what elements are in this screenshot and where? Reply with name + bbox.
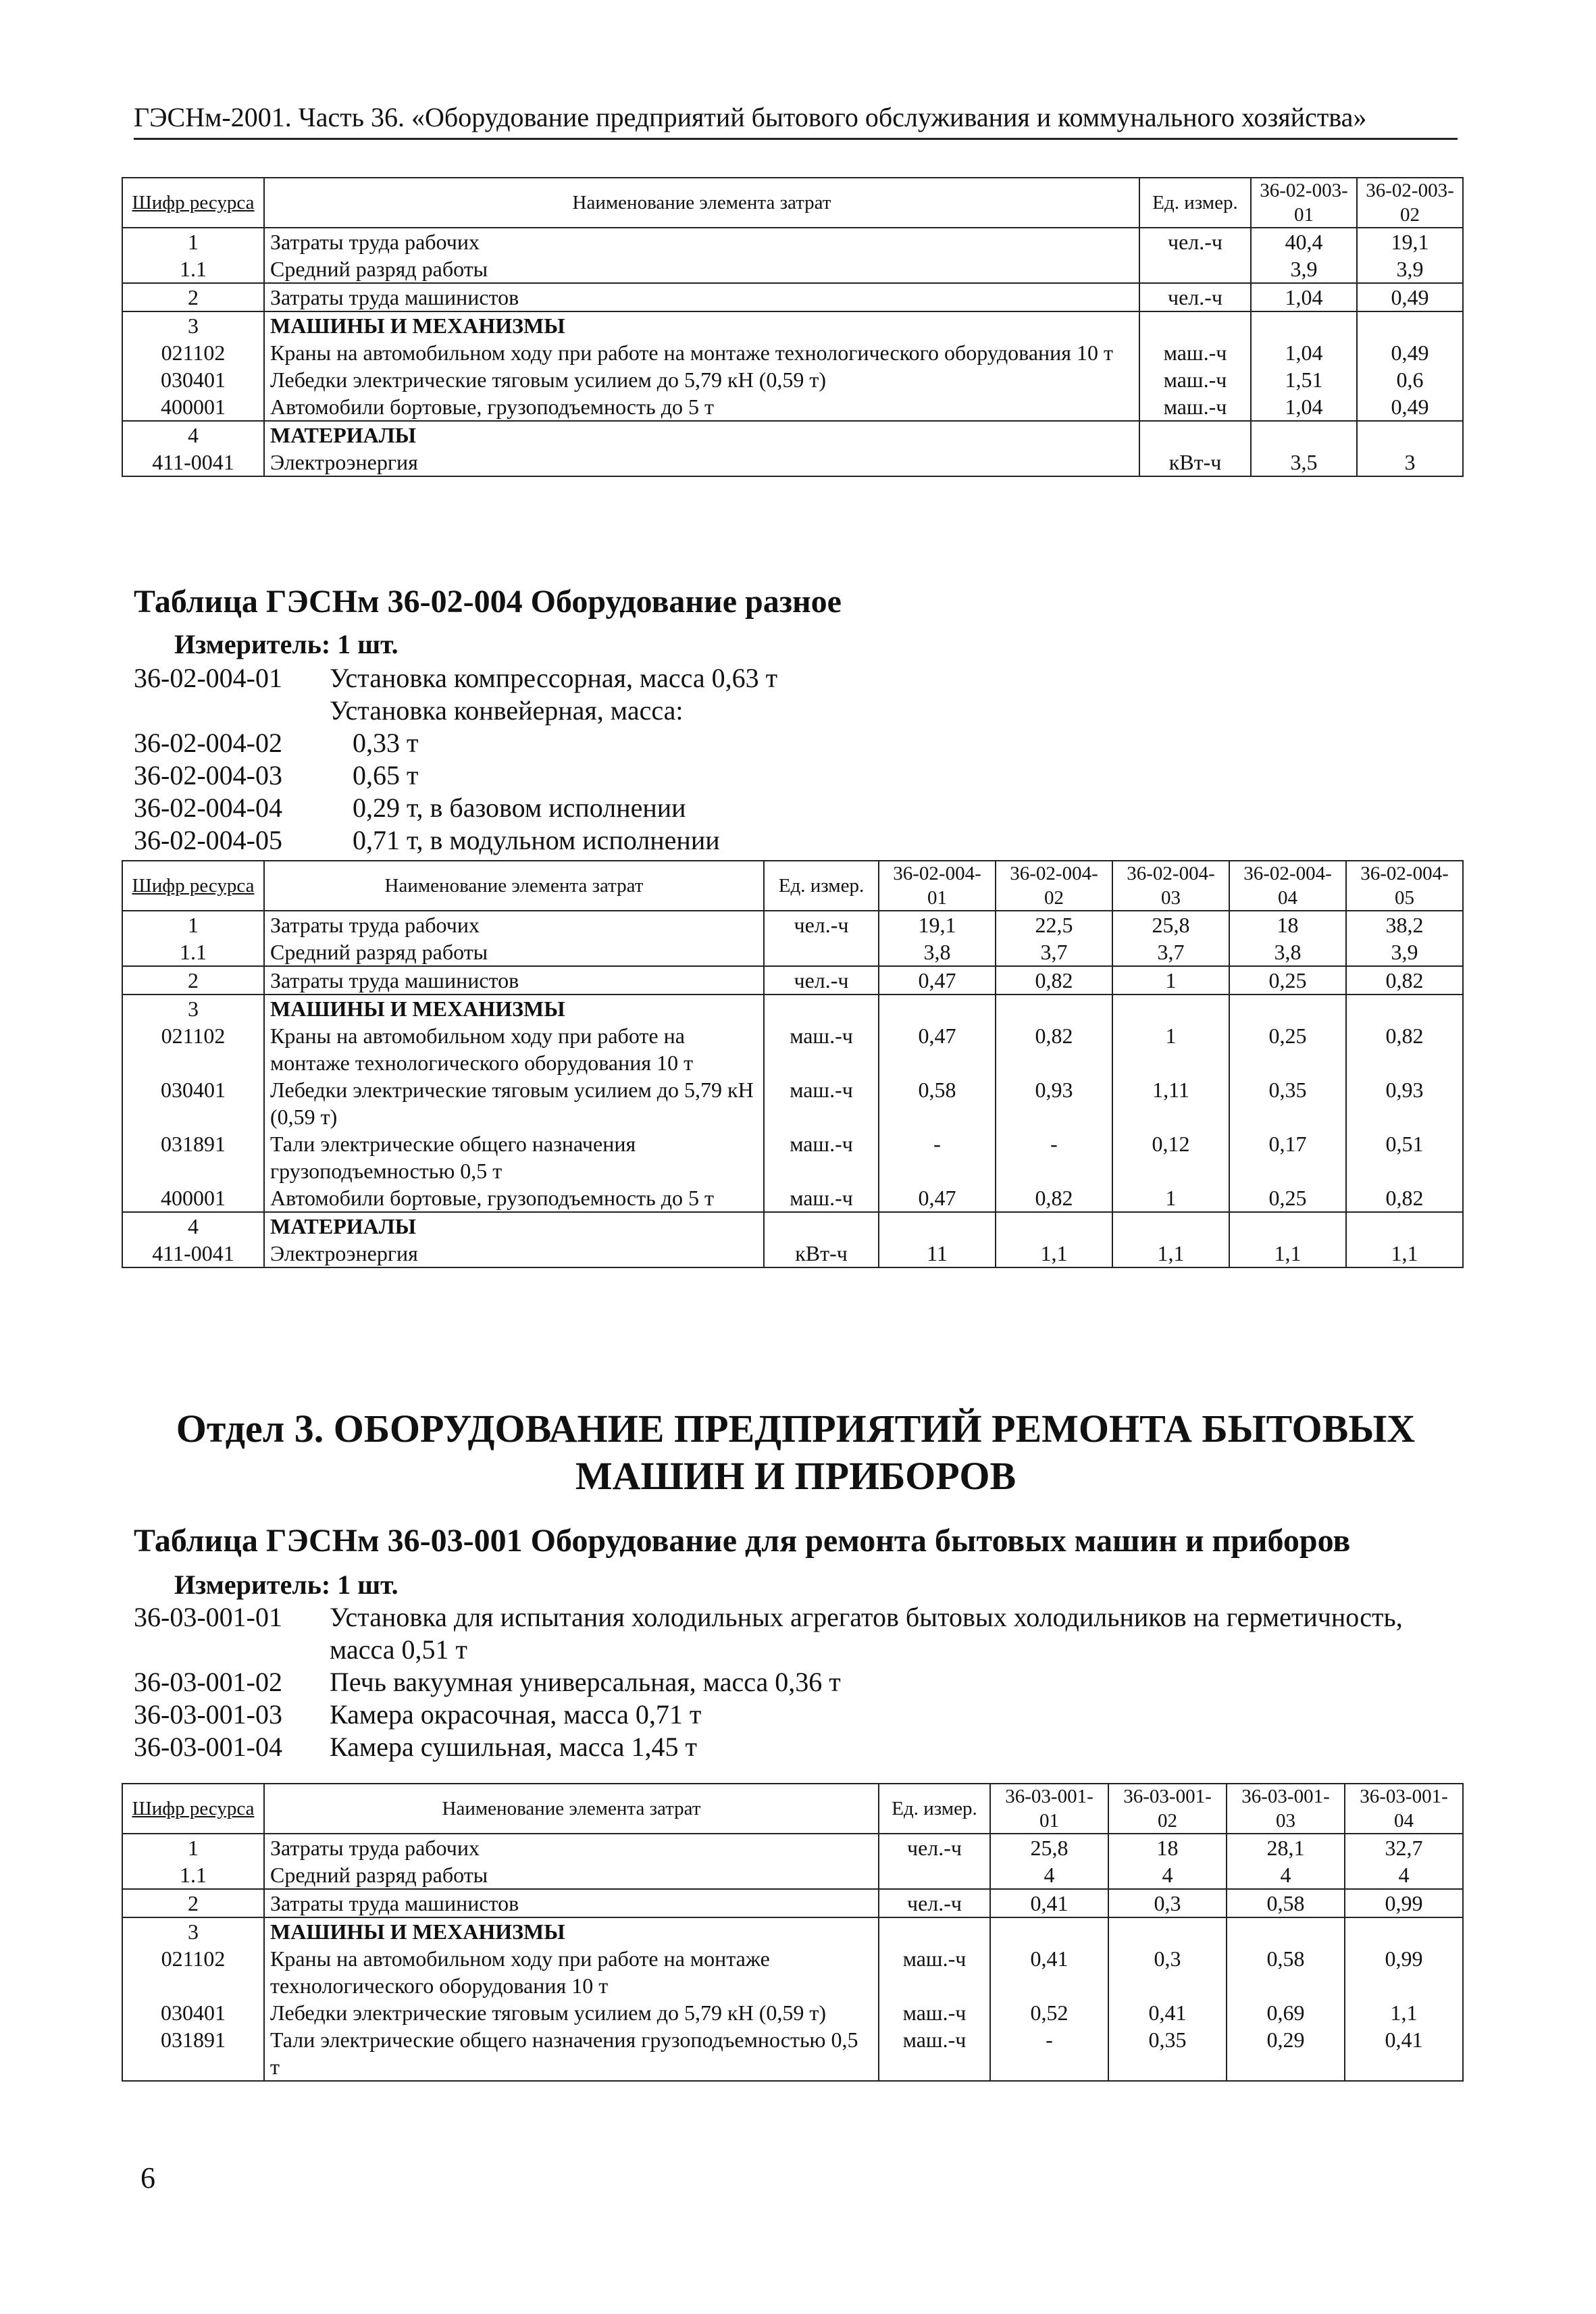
resource-code: 400001 [122,393,264,421]
value-cell: 18 [1229,911,1346,938]
value-cell: 3,8 [879,938,996,966]
value-cell [1229,995,1346,1022]
resource-code: 1 [122,228,264,255]
group-heading: МАТЕРИАЛЫ [264,421,1139,449]
value-cell: 19,1 [1357,228,1463,255]
value-cell: 3,9 [1251,255,1357,283]
value-cell [1227,1917,1345,1945]
value-cell: 0,3 [1108,1889,1227,1917]
value-cell: 0,82 [1346,1022,1463,1076]
table-title-36-02-004: Таблица ГЭСНм 36-02-004 Оборудование разное [134,584,842,620]
unit [879,1861,990,1889]
cost-element-name: Тали электрические общего назначения грузоподъемностью 0,5 т [264,2026,879,2081]
value-cell: 3,7 [1112,938,1229,966]
value-cell: 25,8 [1112,911,1229,938]
list-item [134,1666,1458,1699]
group-heading: МАШИНЫ И МЕХАНИЗМЫ [264,995,764,1022]
value-cell: 1 [1112,966,1229,995]
value-cell: 0,52 [990,1999,1108,2026]
value-cell: 0,69 [1227,1999,1345,2026]
unit: маш.-ч [764,1130,879,1184]
value-cell: - [879,1130,996,1184]
value-cell: 0,6 [1357,366,1463,393]
item-code: 36-03-001-01 [134,1602,282,1632]
table-header-row [122,178,1463,228]
cost-element-name: Краны на автомобильном ходу при работе на монтаже технологического оборудования 10 т [264,339,1139,366]
unit [764,1212,879,1240]
table-row [122,255,1463,283]
column-header: 36-03-001-04 [1345,1784,1463,1834]
value-cell [996,1212,1112,1240]
value-cell: 4 [990,1861,1108,1889]
table-row [122,1076,1463,1130]
item-description: Камера сушильная, масса 1,45 т [330,1732,697,1762]
resource-code: 021102 [122,1945,264,1999]
value-cell: 32,7 [1345,1834,1463,1861]
item-description: 0,29 т, в базовом исполнении [353,793,686,823]
value-cell: 1 [1112,1184,1229,1212]
cost-element-name: Затраты труда рабочих [264,911,764,938]
column-header: 36-02-004-02 [996,861,1112,911]
cost-element-name: Средний разряд работы [264,1861,879,1889]
unit: чел.-ч [879,1834,990,1861]
item-description: 0,65 т [353,760,419,790]
unit: маш.-ч [764,1022,879,1076]
unit: чел.-ч [764,911,879,938]
value-cell: 0,93 [996,1076,1112,1130]
value-cell: 0,49 [1357,283,1463,311]
resource-code: 2 [122,966,264,995]
cost-element-name: Автомобили бортовые, грузоподъемность до 5 т [264,1184,764,1212]
resource-code: 021102 [122,339,264,366]
resource-code: 3 [122,995,264,1022]
value-cell: 3,9 [1346,938,1463,966]
column-header: Ед. измер. [764,861,879,911]
table-row [122,911,1463,938]
unit [1139,421,1251,449]
cost-element-name: Тали электрические общего назначения грузоподъемностью 0,5 т [264,1130,764,1184]
value-cell: 1 [1112,1022,1229,1076]
table-row [122,2026,1463,2081]
item-description: Установка для испытания холодильных агрегатов бытовых холодильников на герметичность, масса 0,51 т [330,1602,1403,1665]
value-cell [1108,1917,1227,1945]
table-row [122,1917,1463,1945]
value-cell [990,1917,1108,1945]
running-header: ГЭСНм-2001. Часть 36. «Оборудование предприятий бытового обслуживания и коммунального хозяйства» [134,101,1458,140]
value-cell: 4 [1227,1861,1345,1889]
value-cell: 0,93 [1346,1076,1463,1130]
value-cell: 19,1 [879,911,996,938]
value-cell: 3,9 [1357,255,1463,283]
resource-code: 411-0041 [122,1240,264,1267]
table-row [122,421,1463,449]
resource-code: 1.1 [122,255,264,283]
value-cell: 0,82 [1346,1184,1463,1212]
value-cell [1357,311,1463,339]
value-cell: 1,04 [1251,283,1357,311]
value-cell [879,995,996,1022]
value-cell: 0,35 [1229,1076,1346,1130]
value-cell: 0,41 [1108,1999,1227,2026]
meter-label: Измеритель: 1 шт. [174,629,398,659]
value-cell: 0,58 [1227,1889,1345,1917]
item-code: 36-02-004-05 [134,825,282,855]
resource-code: 021102 [122,1022,264,1076]
resource-code: 4 [122,1212,264,1240]
value-cell: 0,41 [990,1945,1108,1999]
item-code: 36-02-004-01 [134,663,282,693]
resource-code: 030401 [122,1076,264,1130]
unit [1139,311,1251,339]
group-heading: МАШИНЫ И МЕХАНИЗМЫ [264,1917,879,1945]
value-cell: 3,7 [996,938,1112,966]
item-description: Камера окрасочная, масса 0,71 т [330,1699,702,1730]
value-cell [1346,995,1463,1022]
table-row [122,1945,1463,1999]
value-cell: 18 [1108,1834,1227,1861]
division-title: Отдел 3. ОБОРУДОВАНИЕ ПРЕДПРИЯТИЙ РЕМОНТА БЫТОВЫХ МАШИН И ПРИБОРОВ [176,1407,1416,1498]
value-cell [1251,421,1357,449]
value-cell: 0,25 [1229,966,1346,995]
value-cell: 22,5 [996,911,1112,938]
table-row [122,1240,1463,1267]
list-item [134,1731,1458,1763]
resource-code: 2 [122,1889,264,1917]
table-row [122,311,1463,339]
resource-code: 1 [122,911,264,938]
table-row [122,1184,1463,1212]
value-cell: 0,49 [1357,393,1463,421]
value-cell: 4 [1108,1861,1227,1889]
resource-code: 3 [122,311,264,339]
column-header: 36-02-003-01 [1251,178,1357,228]
unit: маш.-ч [879,1999,990,2026]
table-row [122,1861,1463,1889]
column-header: Наименование элемента затрат [264,178,1139,228]
item-code: 36-02-004-04 [134,793,282,823]
value-cell [1112,1212,1229,1240]
value-cell: 0,99 [1345,1889,1463,1917]
meter-label: Измеритель: 1 шт. [174,1569,398,1600]
column-header: 36-03-001-01 [990,1784,1108,1834]
value-cell: 1,1 [1112,1240,1229,1267]
value-cell: 0,58 [1227,1945,1345,1999]
value-cell: 0,35 [1108,2026,1227,2081]
column-header: 36-02-004-04 [1229,861,1346,911]
unit: чел.-ч [1139,228,1251,255]
column-header: Наименование элемента затрат [264,1784,879,1834]
table-row [122,1999,1463,2026]
value-cell: 11 [879,1240,996,1267]
unit [764,938,879,966]
column-header: Шифр ресурса [122,1784,264,1834]
list-item [134,695,1282,727]
table-row [122,1889,1463,1917]
unit [1139,255,1251,283]
table-header-row [122,861,1463,911]
item-code: 36-02-004-02 [134,728,282,758]
cost-element-name: Электроэнергия [264,449,1139,476]
item-code: 36-03-001-03 [134,1699,282,1730]
column-header: Ед. измер. [1139,178,1251,228]
value-cell: 3 [1357,449,1463,476]
table-row [122,995,1463,1022]
value-cell: 1,1 [1345,1999,1463,2026]
column-header: 36-02-004-05 [1346,861,1463,911]
column-header: 36-02-003-02 [1357,178,1463,228]
table-row [122,228,1463,255]
list-item [134,759,1282,792]
table-row [122,966,1463,995]
group-heading: МАТЕРИАЛЫ [264,1212,764,1240]
unit: чел.-ч [879,1889,990,1917]
value-cell: 0,47 [879,966,996,995]
table-row [122,339,1463,366]
column-header: Шифр ресурса [122,178,264,228]
item-code [134,695,330,727]
resource-table-36-02-004 [122,860,1464,1268]
value-cell: 0,99 [1345,1945,1463,1999]
column-header: 36-02-004-01 [879,861,996,911]
value-cell: 0,41 [1345,2026,1463,2081]
value-cell: 40,4 [1251,228,1357,255]
resource-code: 2 [122,283,264,311]
value-cell [1346,1212,1463,1240]
value-cell [879,1212,996,1240]
value-cell: 4 [1345,1861,1463,1889]
table-row [122,1212,1463,1240]
value-cell: 28,1 [1227,1834,1345,1861]
cost-element-name: Автомобили бортовые, грузоподъемность до 5 т [264,393,1139,421]
list-item [134,1699,1458,1731]
column-header: 36-03-001-02 [1108,1784,1227,1834]
cost-element-name: Затраты труда машинистов [264,1889,879,1917]
table-title-36-03-001: Таблица ГЭСНм 36-03-001 Оборудование для ремонта бытовых машин и приборов [134,1523,1351,1559]
cost-element-name: Краны на автомобильном ходу при работе на монтаже технологического оборудования 10 т [264,1945,879,1999]
item-description: 0,33 т [353,728,419,758]
resource-code: 1 [122,1834,264,1861]
unit: маш.-ч [879,2026,990,2081]
resource-code: 411-0041 [122,449,264,476]
unit: маш.-ч [764,1184,879,1212]
column-header: Ед. измер. [879,1784,990,1834]
value-cell: 1,04 [1251,339,1357,366]
group-heading: МАШИНЫ И МЕХАНИЗМЫ [264,311,1139,339]
item-list-36-03-001 [134,1601,1458,1763]
value-cell: 0,82 [996,966,1112,995]
value-cell [1357,421,1463,449]
unit: маш.-ч [1139,366,1251,393]
resource-code: 1.1 [122,938,264,966]
item-code: 36-02-004-03 [134,760,282,790]
cost-element-name: Лебедки электрические тяговым усилием до 5,79 кН (0,59 т) [264,1076,764,1130]
resource-code: 030401 [122,366,264,393]
value-cell: 0,51 [1346,1130,1463,1184]
cost-element-name: Лебедки электрические тяговым усилием до 5,79 кН (0,59 т) [264,366,1139,393]
resource-code: 3 [122,1917,264,1945]
unit: маш.-ч [764,1076,879,1130]
unit: маш.-ч [879,1945,990,1999]
cost-element-name: Затраты труда машинистов [264,283,1139,311]
value-cell [996,995,1112,1022]
item-description: Установка компрессорная, масса 0,63 т [330,663,778,693]
value-cell: 1,1 [1229,1240,1346,1267]
cost-element-name: Электроэнергия [264,1240,764,1267]
cost-element-name: Затраты труда рабочих [264,228,1139,255]
unit: чел.-ч [1139,283,1251,311]
value-cell: 1,04 [1251,393,1357,421]
unit [879,1917,990,1945]
cost-element-name: Средний разряд работы [264,255,1139,283]
item-description: Установка конвейерная, масса: [330,695,684,726]
unit: маш.-ч [1139,339,1251,366]
list-item [134,824,1282,857]
unit: чел.-ч [764,966,879,995]
table-row [122,1022,1463,1076]
unit: маш.-ч [1139,393,1251,421]
cost-element-name: Средний разряд работы [264,938,764,966]
resource-code: 030401 [122,1999,264,2026]
value-cell [1229,1212,1346,1240]
table-row [122,1834,1463,1861]
value-cell: 0,41 [990,1889,1108,1917]
column-header: 36-02-004-03 [1112,861,1229,911]
table-header-row [122,1784,1463,1834]
column-header: Наименование элемента затрат [264,861,764,911]
table-row [122,449,1463,476]
table-row [122,393,1463,421]
page-number: 6 [140,2161,155,2194]
table-row [122,366,1463,393]
item-description: Печь вакуумная универсальная, масса 0,36 т [330,1667,841,1697]
list-item [134,727,1282,759]
value-cell: 0,3 [1108,1945,1227,1999]
value-cell: 25,8 [990,1834,1108,1861]
resource-code: 1.1 [122,1861,264,1889]
value-cell: 0,17 [1229,1130,1346,1184]
table-row [122,1130,1463,1184]
value-cell: 0,82 [1346,966,1463,995]
unit: кВт-ч [764,1240,879,1267]
value-cell: 0,25 [1229,1184,1346,1212]
resource-code: 400001 [122,1184,264,1212]
value-cell: 1,11 [1112,1076,1229,1130]
cost-element-name: Затраты труда рабочих [264,1834,879,1861]
value-cell: 1,51 [1251,366,1357,393]
value-cell [1112,995,1229,1022]
value-cell: 0,47 [879,1022,996,1076]
unit [764,995,879,1022]
value-cell: - [996,1130,1112,1184]
value-cell: 0,82 [996,1022,1112,1076]
list-item [134,662,1282,695]
value-cell: 1,1 [1346,1240,1463,1267]
value-cell: 0,25 [1229,1022,1346,1076]
value-cell: 0,47 [879,1184,996,1212]
item-code: 36-03-001-02 [134,1667,282,1697]
resource-code: 031891 [122,1130,264,1184]
unit: кВт-ч [1139,449,1251,476]
resource-table-36-02-003 [122,177,1464,477]
value-cell: - [990,2026,1108,2081]
cost-element-name: Затраты труда машинистов [264,966,764,995]
value-cell [1345,1917,1463,1945]
value-cell: 3,8 [1229,938,1346,966]
cost-element-name: Лебедки электрические тяговым усилием до 5,79 кН (0,59 т) [264,1999,879,2026]
value-cell: 0,49 [1357,339,1463,366]
column-header: Шифр ресурса [122,861,264,911]
value-cell: 0,58 [879,1076,996,1130]
list-item [134,792,1282,824]
resource-table-36-03-001 [122,1783,1464,2082]
column-header: 36-03-001-03 [1227,1784,1345,1834]
table-row [122,938,1463,966]
value-cell [1251,311,1357,339]
cost-element-name: Краны на автомобильном ходу при работе на монтаже технологического оборудования 10 т [264,1022,764,1076]
value-cell: 3,5 [1251,449,1357,476]
item-code: 36-03-001-04 [134,1732,282,1762]
table-row [122,283,1463,311]
value-cell: 0,82 [996,1184,1112,1212]
resource-code: 031891 [122,2026,264,2081]
list-item [134,1601,1458,1666]
item-list-36-02-004 [134,662,1282,857]
value-cell: 0,29 [1227,2026,1345,2081]
value-cell: 0,12 [1112,1130,1229,1184]
value-cell: 1,1 [996,1240,1112,1267]
resource-code: 4 [122,421,264,449]
item-description: 0,71 т, в модульном исполнении [353,825,720,855]
value-cell: 38,2 [1346,911,1463,938]
